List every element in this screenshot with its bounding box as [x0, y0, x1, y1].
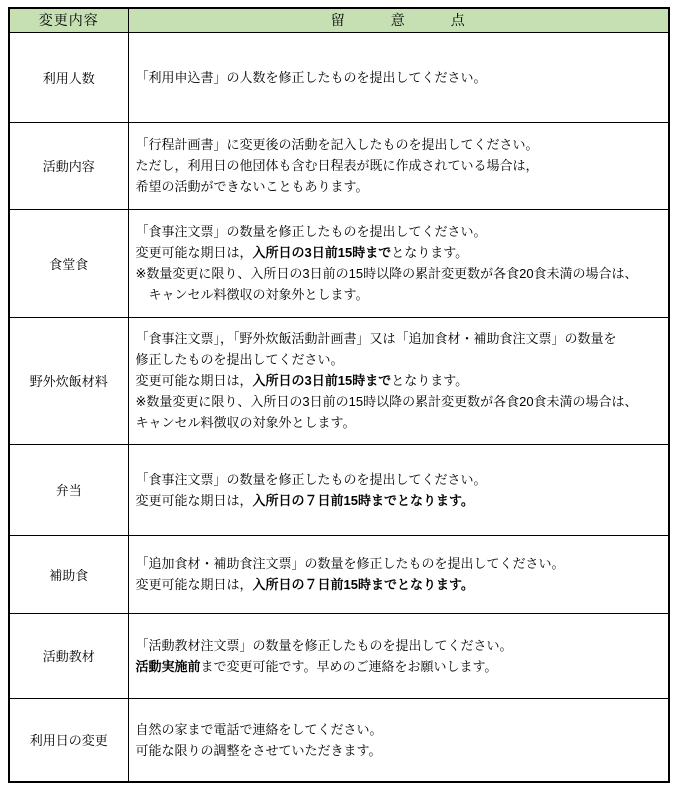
note-line [136, 553, 665, 574]
note-text-bold: 活動実施前 [135, 658, 201, 674]
note-line [136, 284, 665, 305]
note-text-bold: 入所日の3日前15時まで [252, 245, 392, 260]
change-item-label: 活動教材 [9, 613, 128, 698]
note-line [136, 656, 665, 677]
table-row [9, 698, 669, 782]
note-text: ※数量変更に限り、入所日の3日前の15時以降の累計変更数が各食20食未満の場合は、 [135, 394, 638, 409]
note-cell [128, 32, 669, 122]
note-text: 変更可能な期日は， [135, 577, 253, 592]
table-row [9, 613, 669, 698]
note-cell [128, 317, 669, 444]
header-change-content: 変更内容 [9, 8, 128, 32]
note-text: キャンセル料徴収の対象外とします。 [135, 415, 356, 430]
header-notes: 留 意 点 [128, 8, 669, 32]
note-text: 変更可能な期日は， [135, 245, 253, 260]
note-text: キャンセル料徴収の対象外とします。 [135, 287, 369, 302]
note-line [136, 412, 665, 433]
note-text: となります。 [391, 373, 469, 388]
note-line [136, 370, 665, 391]
table-row [9, 444, 669, 535]
note-text: となります。 [391, 245, 469, 260]
note-line [136, 391, 665, 412]
note-text: 可能な限りの調整をさせていただきます。 [135, 742, 382, 758]
table-body [9, 32, 669, 782]
note-text: 「食事注文票」，「野外炊飯活動計画書」又は「追加食材・補助食注文票」の数量を [135, 331, 617, 346]
note-line [136, 740, 665, 761]
note-line [136, 635, 665, 656]
table-row [9, 122, 669, 209]
note-line [136, 328, 665, 349]
note-cell [128, 209, 669, 317]
note-cell [128, 122, 669, 209]
note-line [136, 469, 665, 490]
table-row [9, 317, 669, 444]
note-line [136, 719, 665, 740]
note-line [136, 263, 665, 284]
note-text: 「活動教材注文票」の数量を修正したものを提出してください。 [135, 637, 513, 653]
note-line [136, 349, 665, 370]
change-item-label: 食堂食 [9, 209, 128, 317]
note-line [136, 134, 665, 155]
note-line [136, 221, 665, 242]
note-line [136, 574, 665, 595]
note-cell [128, 444, 669, 535]
note-text-bold: 入所日の７日前15時までとなります。 [252, 577, 474, 592]
note-cell [128, 698, 669, 782]
change-item-label: 弁当 [9, 444, 128, 535]
table-row [9, 535, 669, 613]
table-row [9, 32, 669, 122]
note-cell [128, 535, 669, 613]
note-text: 修正したものを提出してください。 [135, 352, 344, 367]
note-line [136, 67, 665, 88]
change-item-label: 補助食 [9, 535, 128, 613]
note-line [136, 155, 665, 176]
note-text-bold: 入所日の７日前15時までとなります。 [252, 492, 474, 508]
note-text: 「行程計画書」に変更後の活動を記入したものを提出してください。 [135, 137, 539, 152]
note-text: 「利用申込書」の人数を修正したものを提出してください。 [135, 69, 487, 85]
change-item-label: 利用日の変更 [9, 698, 128, 782]
note-text: 「追加食材・補助食注文票」の数量を修正したものを提出してください。 [135, 556, 565, 571]
note-text: 変更可能な期日は， [135, 492, 253, 508]
note-text: 自然の家まで電話で連絡をしてください。 [135, 721, 383, 737]
change-item-label: 利用人数 [9, 32, 128, 122]
note-line [136, 176, 665, 197]
change-item-label: 野外炊飯材料 [9, 317, 128, 444]
note-text: 変更可能な期日は， [135, 373, 253, 388]
note-text: ※数量変更に限り、入所日の3日前の15時以降の累計変更数が各食20食未満の場合は、 [135, 266, 638, 281]
change-notes-table [8, 7, 670, 783]
table-header-row [9, 8, 669, 32]
table-row [9, 209, 669, 317]
note-text: 希望の活動ができないこともあります。 [135, 179, 369, 194]
note-text-bold: 入所日の3日前15時まで [252, 373, 392, 388]
note-text: 「食事注文票」の数量を修正したものを提出してください。 [135, 471, 487, 487]
note-line [136, 242, 665, 263]
note-cell [128, 613, 669, 698]
note-text: 「食事注文票」の数量を修正したものを提出してください。 [135, 224, 487, 239]
note-text: まで変更可能です。早めのご連絡をお願いします。 [200, 658, 498, 674]
note-text: ただし，利用日の他団体も含む日程表が既に作成されている場合は， [135, 158, 539, 173]
note-line [136, 490, 665, 511]
change-item-label: 活動内容 [9, 122, 128, 209]
